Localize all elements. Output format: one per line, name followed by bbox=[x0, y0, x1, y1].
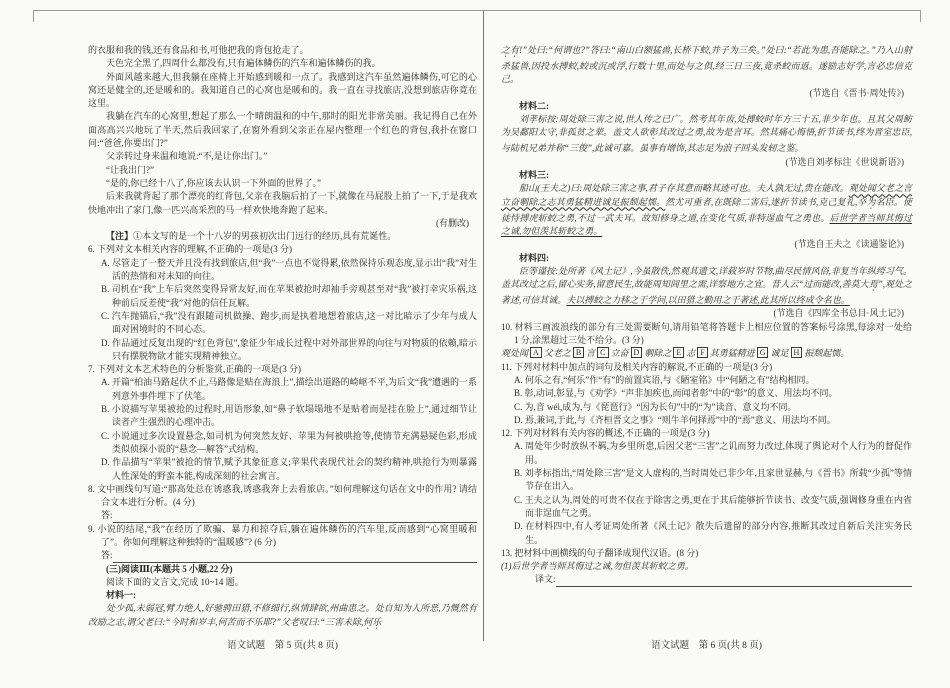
translation-sentence: (1)后世学者当师其悔过之诚,勿但羡其斩蛟之勇。 bbox=[501, 561, 694, 572]
option-label: C. bbox=[101, 310, 112, 321]
question bbox=[501, 427, 912, 547]
question-number: 8. bbox=[88, 483, 98, 494]
text-run: 船山(王夫之)曰:周处除三害之事,君子存其意而略其迹可也。夫人孰无过,贵在能改。 bbox=[519, 183, 849, 194]
question-stem: 13. 把材料中画横线的句子翻译成现代汉语。(8 分) bbox=[501, 547, 699, 558]
text-run: ①本文写的是一个十八岁的男孩初次出门远行的经历,具有荒诞性。 bbox=[133, 231, 397, 242]
option-label: D. bbox=[514, 414, 525, 425]
option-C: C. 小说通过多次设置悬念,如司机为何突然友好、苹果为何被哄抢等,使情节充满悬疑色彩,形成类似侦探小说的“悬念—解答”式结构。 bbox=[101, 430, 477, 454]
story-paragraph: “是的,你已经十八了,你应该去认识一下外面的世界了。” bbox=[106, 177, 321, 188]
source-attribution: (节选自《四库全书总目·风土记》) bbox=[773, 308, 904, 319]
text-run: !”处曰:“何谓也?”答曰:“南山白额猛兽,长桥下蛟,并子为三矣。”处曰:“若此为患,吾能除之。”乃入山射杀猛兽,因投水搏蛟,蛟或沉或浮,行数十里,而处与之俱,经三日三夜,竟杀蛟而返。遂励志好学,言必忠信克己。 bbox=[501, 45, 912, 85]
material-label: 材料二: bbox=[519, 100, 549, 111]
question-stem: 7. 下列对文本艺术特色的分析鉴赏,正确的一项是(3 分) bbox=[88, 364, 301, 375]
option-A: A. 尽管走了一整天并且没有找到旅店,但“我”一点也不觉得累,依然保持乐观态度,显示出“我”对生活的热情和对未知的向往。 bbox=[101, 257, 478, 282]
page-frame-mark bbox=[33, 10, 921, 22]
answer-line bbox=[88, 509, 477, 522]
break-marker-G: G bbox=[757, 347, 769, 358]
text-run: 名臣。使徒恃搏虎斩蛟之勇,不过一武夫耳。故知修身之道,在变化气质,非特逞血气之勇也。 bbox=[501, 196, 912, 223]
story-paragraph: 父亲转过身来温和地说:“不,是让你出门。” bbox=[106, 151, 268, 162]
question-stem: 6. 下列对文本相关内容的理解,不正确的一项是(3 分) bbox=[88, 244, 292, 255]
break-marker-C: C bbox=[597, 347, 608, 358]
underlined-text: 后世学者当师其悔过之诚,勿但羡其斩蛟之勇。 bbox=[501, 212, 912, 236]
material-label: 材料四: bbox=[519, 252, 549, 263]
emphasized-word: 焉 bbox=[868, 279, 878, 290]
story-paragraph: “让我出门?” bbox=[106, 164, 154, 175]
question-number: 13. bbox=[501, 547, 515, 558]
answer-label: 答: bbox=[101, 550, 113, 561]
emphasized-word: 何乐 bbox=[363, 616, 382, 627]
question bbox=[501, 321, 912, 348]
text-run: 然尤可重者,在既除二害后,遂折节读书,克己复礼,卒 bbox=[665, 196, 867, 207]
question bbox=[88, 523, 477, 550]
reading-instruction: 阅读下面的文言文,完成 10~14 题。 bbox=[106, 576, 244, 587]
story-paragraph: 的衣服和我的钱,还有食品和书,可他把我的背包抢走了。 bbox=[88, 45, 309, 55]
option-label: A. bbox=[514, 374, 525, 385]
text-run: 振颓起懦。 bbox=[804, 348, 850, 359]
option-label: B. bbox=[101, 284, 112, 295]
break-marker-F: F bbox=[697, 347, 707, 358]
option-label: A. bbox=[514, 441, 526, 452]
story-paragraph: 天色完全黑了,四周什么都没有,只有遍体鳞伤的汽车和遍体鳞伤的我。 bbox=[106, 58, 381, 69]
right-column bbox=[501, 44, 912, 587]
option-label: B. bbox=[514, 468, 525, 479]
text-run: 剸除之 bbox=[644, 348, 672, 359]
emphasized-word: 彰 bbox=[648, 127, 658, 138]
text-run: ”,观处之著述,可信其诚。 bbox=[501, 279, 912, 306]
story-paragraph: 后来我就背起了那个漂亮的红背包,父亲在我脑后拍了一下,就像在马屁股上拍了一下,于是我欢快地冲出了家门,像一匹兴高采烈的马一样欢快地奔跑了起来。 bbox=[88, 191, 477, 215]
option-label: B. bbox=[514, 388, 525, 399]
classical-text bbox=[501, 265, 912, 308]
answer-line bbox=[501, 573, 912, 586]
question-stem: 9. 小说的结尾,“我”在经历了欺骗、暴力和掠夺后,躺在遍体鳞伤的汽车里,反而感到“心窝里暖和了”。你如何理解这种独特的“温暖感”? (6 分) bbox=[88, 523, 477, 547]
break-marker-B: B bbox=[573, 347, 584, 358]
page-footer-right: 语文试题 第 6 页(共 8 页) bbox=[651, 641, 762, 651]
option-A: A. 何乐之有,“何乐”作“有”的前置宾语,与《陋室铭》中“何陋之有”结构相同。 bbox=[514, 374, 815, 385]
answer-blank-line bbox=[556, 575, 912, 587]
option-D: D. 在材料四中,有人考证周处所著《风土记》散失后遗留的部分内容,推断其改过自新后关注实务民生。 bbox=[514, 521, 913, 545]
question-number: 6. bbox=[88, 244, 97, 255]
question-stem: 10. 材料三画波浪线的部分有三处需要断句,请用铅笔将答题卡上相应位置的答案标号涂黑,每涂对一处给 1 分,涂黑超过三处不给分。(3 分) bbox=[501, 321, 912, 346]
edit-note: (有删改) bbox=[436, 217, 469, 228]
text-run: 诚足 bbox=[770, 348, 789, 359]
source-attribution: (节选自刘孝标注《世说新语》) bbox=[785, 156, 904, 167]
text-run: 臣等谨按:处所著《风土记》,今虽散佚,然观其遗文,详载岁时节物,曲尽民情风俗,非复当年纵绔习气。盖其改过之后,留心实务,留意民生,故能周知闾里之需,详察地方之宜。昔人云“过而能改,善莫大 bbox=[501, 265, 912, 290]
option-label: C. bbox=[514, 494, 525, 505]
sentence-breaking-line bbox=[501, 347, 912, 360]
column-divider-rule bbox=[483, 11, 484, 641]
option-C: C. 王夫之认为,周处的可贵不仅在于除害之勇,更在于其后能够折节读书、改变气质,强调修身重在内省而非逞血气之勇。 bbox=[514, 494, 912, 518]
text-run: 观处闻 bbox=[501, 348, 529, 359]
answer-label: 译文: bbox=[535, 574, 556, 585]
option-A: A. 周处年少时放纵不羁,为乡里所患,后因父老“三害”之讥而努力改过,体现了舆论对个人行为的督促作用。 bbox=[514, 441, 912, 465]
question bbox=[501, 361, 912, 427]
option-D: D. 焉,兼词,于此,与《齐桓晋文之事》“则牛羊何择焉”中的“焉”意义、用法均不同。 bbox=[514, 414, 836, 425]
break-marker-E: E bbox=[673, 347, 684, 358]
emphasized-word: 之有 bbox=[501, 45, 520, 55]
story-paragraph: 我躺在汽车的心窝里,想起了那么一个晴朗温和的中午,那时的阳光非常美丽。我记得自己在外面高高兴兴地玩了半天,然后我回家了,在窗外看到父亲正在屋内整理一个红色的背包,我扑在窗口问:“爸爸,你要出门?” bbox=[88, 111, 477, 149]
left-column bbox=[88, 44, 477, 632]
option-A: A. 开篇“柏油马路起伏不止,马路像是贴在海浪上”,描绘出道路的崎岖不平,为后文“我”遭遇的一系列意外事件埋下了伏笔。 bbox=[101, 377, 478, 401]
classical-text bbox=[88, 602, 477, 631]
option-label: C. bbox=[514, 401, 525, 412]
answer-blank-line bbox=[113, 551, 477, 563]
option-label: D. bbox=[101, 457, 113, 468]
source-attribution: (节选自王夫之《读通鉴论》) bbox=[794, 239, 904, 250]
text-run: 其勇猛精进 bbox=[709, 348, 755, 359]
story-paragraph: 外面风越来越大,但我躺在座椅上开始感到暖和一点了。我感到这汽车虽然遍体鳞伤,可它的心窝还是健全的,还是暖和的。我知道自己的心窝也是暖和的。我一直在寻找旅店,没想到旅店你竟在这里。 bbox=[88, 71, 477, 109]
option-label: C. bbox=[101, 430, 112, 441]
source-attribution: (节选自《晋书·周处传》) bbox=[809, 87, 904, 98]
option-C: C. 为,音 wéi,成为,与《琵琶行》“因为长句”中的“为”读音、意义均不同。 bbox=[514, 401, 797, 412]
option-label: A. bbox=[101, 257, 113, 268]
answer-line bbox=[88, 549, 477, 562]
option-B: B. 小说描写苹果被抢的过程时,用语形象,如“鼻子软塌塌地不是贴着而是挂在脸上”,通过细节让读者产生强烈的心理冲击。 bbox=[101, 404, 477, 428]
page-footer-left: 语文试题 第 5 页(共 8 页) bbox=[227, 641, 338, 651]
question-number: 12. bbox=[501, 428, 515, 439]
answer-blank-line bbox=[113, 511, 477, 523]
footnote bbox=[88, 230, 477, 243]
text-run: 言 bbox=[586, 348, 596, 359]
question bbox=[88, 363, 477, 483]
text-run: 刘孝标按:周处除三害之说,世人传之已广。然考其年齿,处搏蛟时年方三十五,非少年也。且其父周鲂为吴鄱阳太守,非孤贫之辈。盖文人欲 bbox=[501, 114, 912, 138]
classical-text bbox=[501, 113, 912, 156]
question bbox=[88, 483, 477, 510]
answer-label: 答: bbox=[101, 510, 113, 521]
question bbox=[501, 547, 912, 560]
question-number: 7. bbox=[88, 364, 97, 375]
text-run: 父老之 bbox=[543, 348, 571, 359]
break-marker-H: H bbox=[791, 347, 803, 358]
option-label: B. bbox=[101, 404, 112, 415]
option-label: D. bbox=[101, 337, 113, 348]
question-stem: 8. 文中画线句写道:“那高处总在诱惑我,诱惑我奔上去看旅店。”如何理解这句话在文中的作用? 请结合文本进行分析。(4 分) bbox=[88, 483, 477, 508]
text-run: 立奋 bbox=[610, 348, 629, 359]
classical-text bbox=[501, 44, 912, 87]
text-run: 处少孤,未弱冠,臂力绝人,好驰骋田猎,不修细行,纵情肆欲,州曲患之。处自知为人所恶,乃慨然有改励之志,谓父老曰:“今时和岁丰,何苦而不乐耶?”父老叹曰:“三害未除, bbox=[88, 603, 477, 627]
text-run: 志 bbox=[686, 348, 696, 359]
classical-text bbox=[501, 182, 912, 238]
break-marker-D: D bbox=[631, 347, 643, 358]
section-heading: (三)阅读Ⅲ(本题共 5 小题,22 分) bbox=[106, 563, 233, 574]
question-number: 9. bbox=[88, 523, 98, 534]
wavy-underlined-text: 观处闻父老之言立奋剸除之志其勇猛精进诚足振颓起懦。 bbox=[501, 183, 912, 207]
option-C: C. 汽车抛锚后,“我”没有跟随司机做操、跑步,而是执着地想着旅店,这一对比暗示了少年与成人面对困境时的不同心态。 bbox=[101, 310, 477, 335]
material-label: 材料一: bbox=[106, 590, 136, 601]
option-B: B. 彰,动词,彰显,与《劝学》“声非加疾也,而闻者彰”中的“彰”的意义、用法均不同。 bbox=[514, 388, 838, 399]
option-B: B. 司机在“我”上车后突然变得异常友好,而在苹果被抢时却袖手旁观甚至对“我”被打幸灾乐祸,这种前后反差使“我”对他的信任瓦解。 bbox=[101, 284, 477, 308]
material-label: 材料三: bbox=[519, 170, 549, 181]
option-B: B. 刘孝标指出,“周处除三害”是文人虚构的,当时周处已非少年,且家世显赫,与《晋书》所载“少孤”等情节存在出入。 bbox=[514, 468, 912, 492]
question-stem: 12. 下列对材料有关内容的概述,不正确的一项是(3 分) bbox=[501, 428, 710, 439]
emphasized-word: 为 bbox=[866, 196, 876, 207]
text-run: 【注】 bbox=[106, 231, 134, 242]
option-label: A. bbox=[101, 377, 113, 388]
option-label: D. bbox=[514, 521, 526, 532]
question-number: 11. bbox=[501, 361, 515, 372]
option-D: D. 作品描写“苹果”被抢的情节,赋予其象征意义;苹果代表现代社会的契约精神,哄抢行为则暴露人性深处的野蛮本能,构成深刻的社会寓言。 bbox=[101, 457, 477, 481]
question-number: 10. bbox=[501, 321, 515, 332]
underlined-text: 夫以搏蛟之力移之于学问,以田猎之勤用之于著述,此其所以终成令名也。 bbox=[566, 295, 850, 306]
option-D: D. 作品通过反复出现的“红色背包”,象征少年成长过程中对外部世界的向往与对物质的依赖,暗示只有摆脱物欲才能实现精神独立。 bbox=[101, 337, 478, 361]
break-marker-A: A bbox=[530, 347, 542, 358]
question-stem: 11. 下列对材料中加点的词句及相关内容的解说,不正确的一项是(3 分) bbox=[501, 361, 773, 372]
question bbox=[88, 243, 477, 363]
text-run: 其改过之勇,故为是言耳。然其痛心悔悟,折节读书,终为晋室忠臣,与陆机兄弟并称“三俊”,此诚可嘉。虽事有增饰,其志足为浪子回头发轫之鉴。 bbox=[501, 127, 912, 154]
